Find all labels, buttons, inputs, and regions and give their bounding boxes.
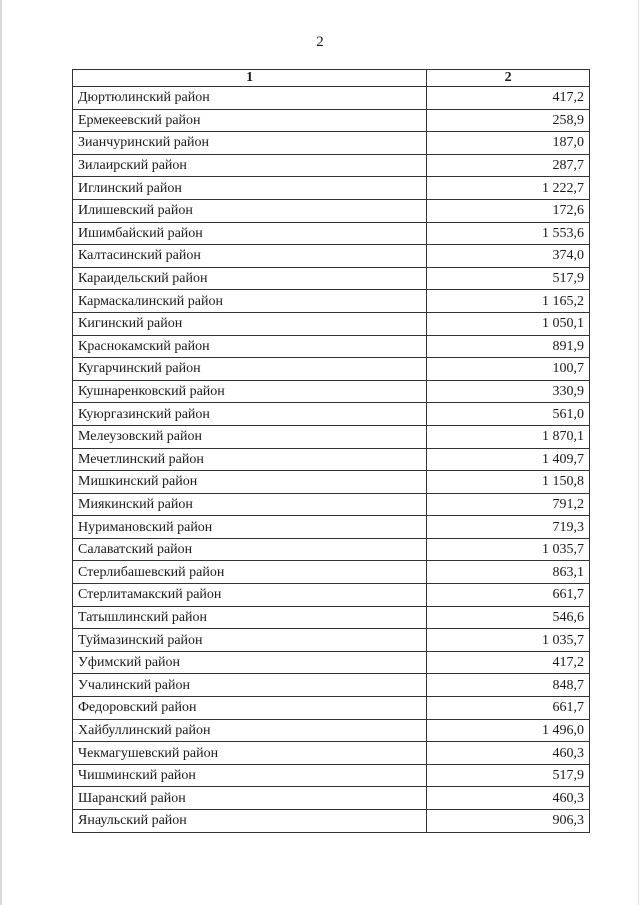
value-cell: 1 553,6 xyxy=(427,222,590,245)
value-cell: 417,2 xyxy=(427,87,590,110)
district-name-cell: Чишминский район xyxy=(73,764,427,787)
district-name-cell: Нуримановский район xyxy=(73,516,427,539)
table-row xyxy=(73,742,590,765)
value-cell: 546,6 xyxy=(427,606,590,629)
district-name-cell: Федоровский район xyxy=(73,697,427,720)
value-cell: 460,3 xyxy=(427,742,590,765)
value-cell: 417,2 xyxy=(427,651,590,674)
district-name-cell: Дюртюлинский район xyxy=(73,87,427,110)
district-name-cell: Туймазинский район xyxy=(73,629,427,652)
value-cell: 187,0 xyxy=(427,132,590,155)
table-row xyxy=(73,199,590,222)
value-cell: 791,2 xyxy=(427,493,590,516)
district-name-cell: Кугарчинский район xyxy=(73,358,427,381)
value-cell: 906,3 xyxy=(427,810,590,833)
table-row xyxy=(73,651,590,674)
district-name-cell: Кармаскалинский район xyxy=(73,290,427,313)
table-row xyxy=(73,787,590,810)
district-name-cell: Мечетлинский район xyxy=(73,448,427,471)
value-cell: 1 150,8 xyxy=(427,471,590,494)
district-name-cell: Иглинский район xyxy=(73,177,427,200)
district-name-cell: Ишимбайский район xyxy=(73,222,427,245)
table-row xyxy=(73,109,590,132)
district-name-cell: Хайбуллинский район xyxy=(73,719,427,742)
table-row xyxy=(73,538,590,561)
table-row xyxy=(73,358,590,381)
table-row xyxy=(73,516,590,539)
value-cell: 330,9 xyxy=(427,380,590,403)
district-name-cell: Салаватский район xyxy=(73,538,427,561)
value-cell: 374,0 xyxy=(427,245,590,268)
scan-edge-left xyxy=(0,0,2,905)
page-number: 2 xyxy=(316,34,324,50)
column-header-2: 2 xyxy=(427,70,590,87)
value-cell: 172,6 xyxy=(427,199,590,222)
table-row xyxy=(73,222,590,245)
table-row xyxy=(73,267,590,290)
table-row xyxy=(73,132,590,155)
district-name-cell: Стерлитамакский район xyxy=(73,584,427,607)
table-row xyxy=(73,471,590,494)
table-row xyxy=(73,697,590,720)
district-name-cell: Калтасинский район xyxy=(73,245,427,268)
table-row xyxy=(73,448,590,471)
value-cell: 661,7 xyxy=(427,584,590,607)
table-row xyxy=(73,154,590,177)
table-row xyxy=(73,606,590,629)
value-cell: 1 222,7 xyxy=(427,177,590,200)
table-row xyxy=(73,810,590,833)
table-row xyxy=(73,380,590,403)
table-header-row xyxy=(73,70,590,87)
value-cell: 1 165,2 xyxy=(427,290,590,313)
district-name-cell: Зилаирский район xyxy=(73,154,427,177)
district-name-cell: Янаульский район xyxy=(73,810,427,833)
district-name-cell: Кигинский район xyxy=(73,312,427,335)
value-cell: 848,7 xyxy=(427,674,590,697)
district-name-cell: Мелеузовский район xyxy=(73,425,427,448)
district-name-cell: Чекмагушевский район xyxy=(73,742,427,765)
value-cell: 1 496,0 xyxy=(427,719,590,742)
value-cell: 863,1 xyxy=(427,561,590,584)
table-row xyxy=(73,177,590,200)
district-name-cell: Уфимский район xyxy=(73,651,427,674)
value-cell: 258,9 xyxy=(427,109,590,132)
table-row xyxy=(73,403,590,426)
district-name-cell: Стерлибашевский район xyxy=(73,561,427,584)
district-name-cell: Илишевский район xyxy=(73,199,427,222)
table-row xyxy=(73,764,590,787)
table-row xyxy=(73,719,590,742)
value-cell: 100,7 xyxy=(427,358,590,381)
table-row xyxy=(73,425,590,448)
table-row xyxy=(73,674,590,697)
district-name-cell: Куюргазинский район xyxy=(73,403,427,426)
value-cell: 1 870,1 xyxy=(427,425,590,448)
district-name-cell: Миякинский район xyxy=(73,493,427,516)
table-body xyxy=(73,87,590,833)
district-name-cell: Мишкинский район xyxy=(73,471,427,494)
district-name-cell: Татышлинский район xyxy=(73,606,427,629)
scan-edge-right xyxy=(638,0,639,905)
district-name-cell: Караидельский район xyxy=(73,267,427,290)
table-row xyxy=(73,493,590,516)
district-name-cell: Кушнаренковский район xyxy=(73,380,427,403)
district-name-cell: Краснокамский район xyxy=(73,335,427,358)
value-cell: 1 035,7 xyxy=(427,538,590,561)
district-name-cell: Ермекеевский район xyxy=(73,109,427,132)
value-cell: 460,3 xyxy=(427,787,590,810)
table-row xyxy=(73,290,590,313)
table-row xyxy=(73,335,590,358)
value-cell: 1 050,1 xyxy=(427,312,590,335)
value-cell: 287,7 xyxy=(427,154,590,177)
table-row xyxy=(73,87,590,110)
value-cell: 561,0 xyxy=(427,403,590,426)
value-cell: 517,9 xyxy=(427,267,590,290)
district-values-table xyxy=(72,69,590,833)
district-name-cell: Шаранский район xyxy=(73,787,427,810)
value-cell: 1 035,7 xyxy=(427,629,590,652)
table-row xyxy=(73,561,590,584)
value-cell: 1 409,7 xyxy=(427,448,590,471)
district-name-cell: Учалинский район xyxy=(73,674,427,697)
column-header-1: 1 xyxy=(73,70,427,87)
table-row xyxy=(73,629,590,652)
value-cell: 517,9 xyxy=(427,764,590,787)
table-row xyxy=(73,312,590,335)
value-cell: 661,7 xyxy=(427,697,590,720)
value-cell: 891,9 xyxy=(427,335,590,358)
district-name-cell: Зианчуринский район xyxy=(73,132,427,155)
table-row xyxy=(73,584,590,607)
value-cell: 719,3 xyxy=(427,516,590,539)
table-row xyxy=(73,245,590,268)
